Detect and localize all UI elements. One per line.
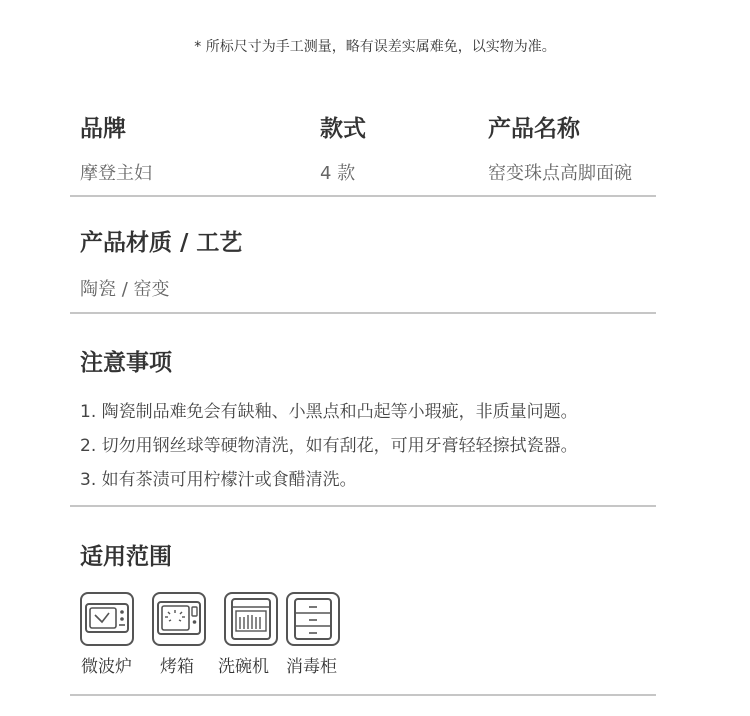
list-item: 3. 如有茶渍可用柠檬汁或食醋清洗。 (80, 470, 357, 490)
usage-item-label: 洗碗机 (218, 657, 269, 677)
usage-item-label: 消毒柜 (286, 657, 337, 677)
style-label: 款式 (320, 116, 366, 142)
brand-value: 摩登主妇 (80, 163, 152, 184)
style-value: 4 款 (320, 163, 356, 184)
notice-label: 注意事项 (80, 350, 172, 376)
usage-item-label: 微波炉 (81, 657, 132, 677)
notice-list (80, 395, 666, 497)
brand-column (80, 110, 152, 185)
sterilizer-cabinet-icon (286, 592, 340, 646)
list-item: 2. 切勿用钢丝球等硬物清洗，如有刮花，可用牙膏轻轻擦拭瓷器。 (80, 436, 578, 456)
divider (70, 195, 656, 197)
material-section (80, 224, 666, 301)
spec-row (70, 110, 656, 190)
name-column (488, 110, 632, 185)
divider (70, 312, 656, 314)
usage-section (80, 538, 666, 571)
product-name-label: 产品名称 (488, 116, 580, 142)
measurement-note: * 所标尺寸为手工测量，略有误差实属难免，以实物为准。 (194, 39, 556, 55)
divider (70, 505, 656, 507)
notice-section (80, 344, 666, 497)
divider (70, 694, 656, 696)
usage-item-label: 烤箱 (160, 657, 194, 677)
product-name-value: 窑变珠点高脚面碗 (488, 163, 632, 184)
microwave-icon (80, 592, 134, 646)
brand-label: 品牌 (80, 116, 126, 142)
style-column (320, 110, 366, 185)
dishwasher-icon (224, 592, 278, 646)
list-item: 1. 陶瓷制品难免会有缺釉、小黑点和凸起等小瑕疵，非质量问题。 (80, 402, 578, 422)
material-value: 陶瓷 / 窑变 (80, 279, 170, 300)
usage-label: 适用范围 (80, 544, 172, 570)
oven-icon (152, 592, 206, 646)
material-label: 产品材质 / 工艺 (80, 230, 243, 256)
